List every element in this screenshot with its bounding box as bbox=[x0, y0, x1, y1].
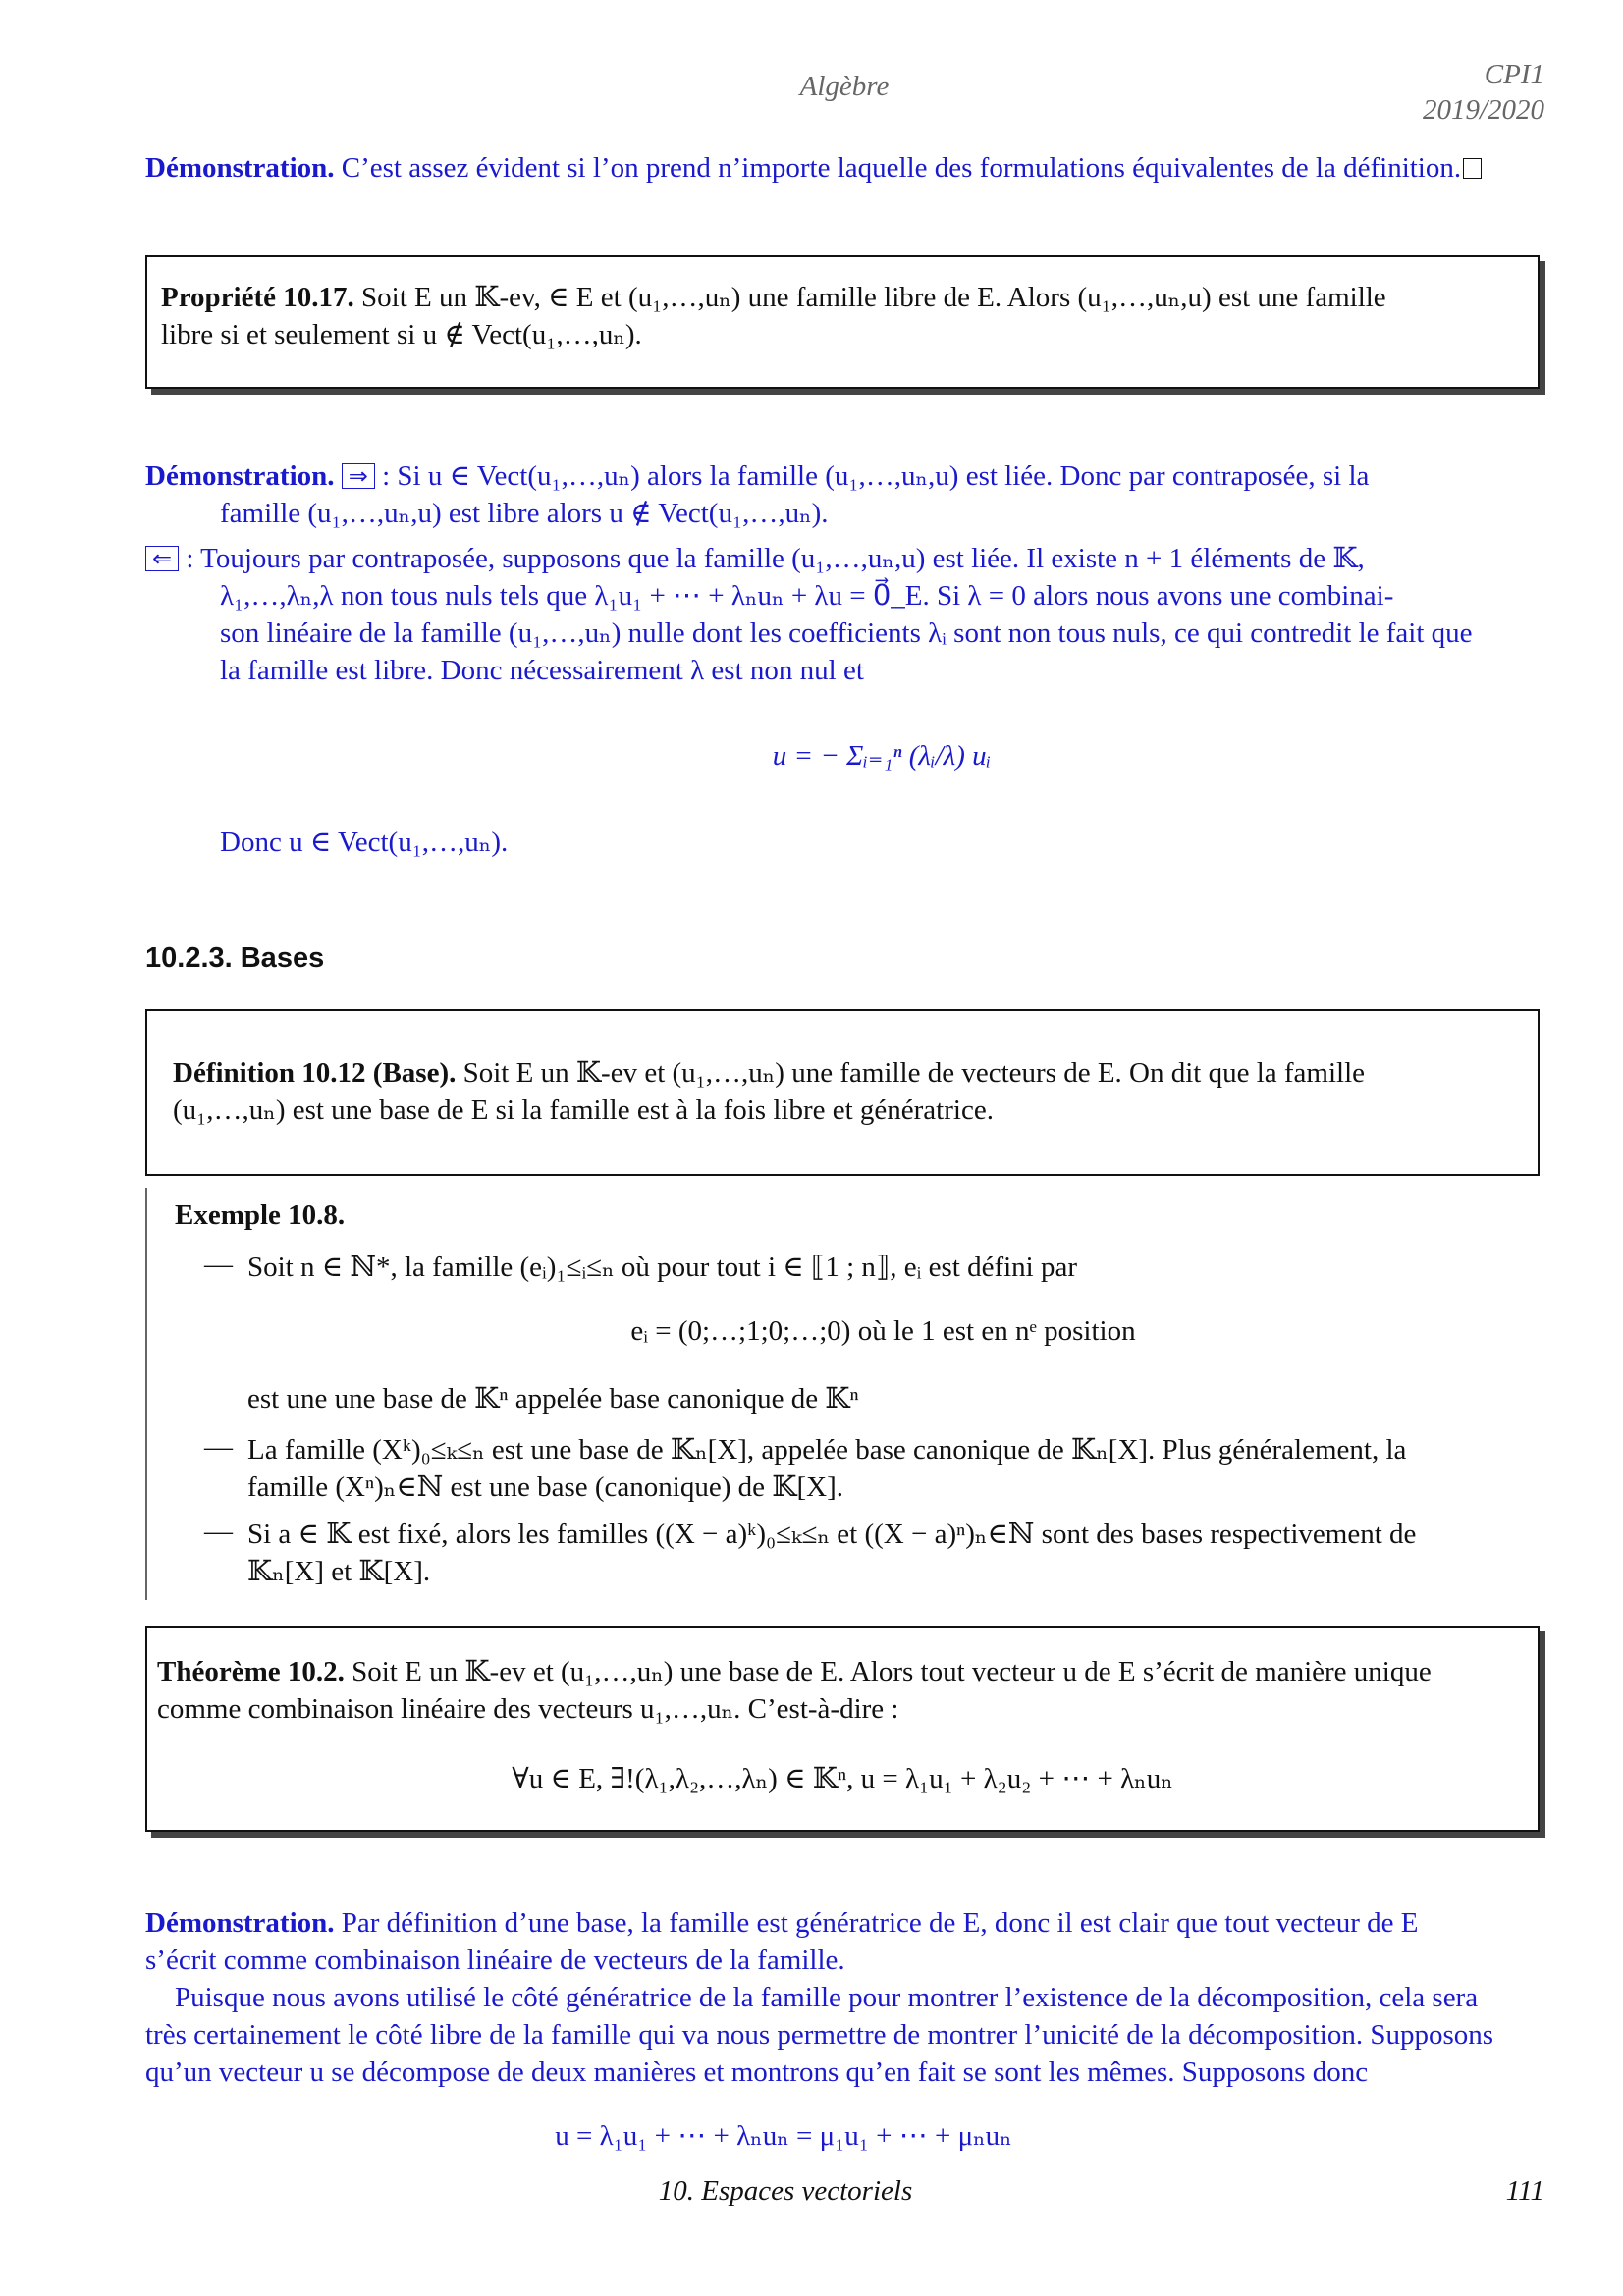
definition-text bbox=[173, 1054, 1512, 1129]
header-class: CPI1 bbox=[1484, 59, 1544, 90]
demonstration-text: C’est assez évident si l’on prend n’importe laquelle des formulations équivalentes de la définition. bbox=[341, 152, 1462, 184]
qed-icon bbox=[1463, 158, 1482, 179]
canonical-vector-formula: eᵢ = (0;…;1;0;…;0) où le 1 est en nᵉ position bbox=[630, 1315, 1136, 1347]
demo3-line-2: s’écrit comme combinaison linéaire de vecteurs de la famille. bbox=[145, 1945, 845, 1976]
list-bullet: — bbox=[204, 1516, 233, 1547]
theorem-text bbox=[157, 1653, 1528, 1728]
demo2-p2a: : Toujours par contraposée, supposons que la famille (u₁,…,uₙ,u) est liée. Il existe n + 1 éléments de 𝕂, bbox=[186, 543, 1365, 574]
definition-box bbox=[145, 1009, 1540, 1176]
list-bullet: — bbox=[204, 1431, 233, 1463]
demo2-p1a: : Si u ∈ Vect(u₁,…,uₙ) alors la famille (u₁,…,uₙ,u) est liée. Donc par contraposée, si la bbox=[382, 460, 1370, 492]
demo2-p2b: λ₁,…,λₙ,λ non tous nuls tels que λ₁u₁ + ⋯ + λₙuₙ + λu = 0⃗_E. Si λ = 0 alors nous avons une combinai- bbox=[220, 580, 1394, 612]
definition-label: Définition 10.12 (Base). bbox=[173, 1057, 457, 1089]
running-header-subject: Algèbre bbox=[799, 71, 890, 102]
demo3-line-5: qu’un vecteur u se décompose de deux manières et montrons qu’en fait se sont les mêmes. Supposons donc bbox=[145, 2056, 1369, 2088]
running-header-class bbox=[1423, 57, 1544, 128]
demo2-p1b: famille (u₁,…,uₙ,u) est libre alors u ∉ Vect(u₁,…,uₙ). bbox=[220, 498, 829, 529]
example-item-2 bbox=[247, 1431, 1519, 1506]
demonstration-3 bbox=[145, 1904, 1546, 2091]
demonstration-1 bbox=[145, 149, 1546, 187]
demo3-line-1: Par définition d’une base, la famille est génératrice de E, donc il est clair que tout vecteur de E bbox=[341, 1907, 1419, 1939]
demonstration-2 bbox=[145, 457, 1546, 532]
page-number: 111 bbox=[1505, 2175, 1544, 2207]
example-label: Exemple 10.8. bbox=[175, 1200, 346, 1231]
property-line-2: libre si et seulement si u ∉ Vect(u₁,…,uₙ). bbox=[161, 319, 642, 350]
footer-chapter: 10. Espaces vectoriels bbox=[658, 2175, 913, 2207]
demonstration-2-converse bbox=[145, 540, 1546, 689]
example-item-1-end: est une une base de 𝕂ⁿ appelée base canonique de 𝕂ⁿ bbox=[247, 1383, 859, 1415]
theorem-line-1: Soit E un 𝕂-ev et (u₁,…,uₙ) une base de E. Alors tout vecteur u de E s’écrit de manière unique bbox=[352, 1656, 1432, 1687]
demo2-conclusion: Donc u ∈ Vect(u₁,…,uₙ). bbox=[220, 827, 509, 858]
definition-line-1: Soit E un 𝕂-ev et (u₁,…,uₙ) une famille de vecteurs de E. On dit que la famille bbox=[462, 1057, 1366, 1089]
example-rule bbox=[145, 1188, 147, 1600]
demo3-line-4: très certainement le côté libre de la famille qui va nous permettre de montrer l’unicité de la décomposition. Supposons bbox=[145, 2019, 1494, 2051]
implies-arrow-icon: ⇒ bbox=[342, 463, 375, 489]
section-heading: 10.2.3. Bases bbox=[145, 942, 325, 974]
sum-formula: u = − Σᵢ₌₁ⁿ (λᵢ/λ) uᵢ bbox=[772, 740, 992, 772]
demo2-p2c: son linéaire de la famille (u₁,…,uₙ) nulle dont les coefficients λᵢ sont non tous nuls, ce qui contredit le fait que bbox=[220, 617, 1473, 649]
example-item-3-line-2: 𝕂ₙ[X] et 𝕂[X]. bbox=[247, 1556, 431, 1587]
list-bullet: — bbox=[204, 1249, 233, 1280]
property-text bbox=[161, 279, 1524, 353]
example-item-2-line-2: famille (Xⁿ)ₙ∈ℕ est une base (canonique) de 𝕂[X]. bbox=[247, 1471, 843, 1503]
implied-by-arrow-icon: ⇐ bbox=[145, 546, 179, 571]
property-line-1: Soit E un 𝕂-ev, ∈ E et (u₁,…,uₙ) une famille libre de E. Alors (u₁,…,uₙ,u) est une famille bbox=[361, 282, 1386, 313]
theorem-formula: ∀u ∈ E, ∃!(λ₁,λ₂,…,λₙ) ∈ 𝕂ⁿ, u = λ₁u₁ + λ₂u₂ + ⋯ + λₙuₙ bbox=[512, 1763, 1173, 1794]
definition-line-2: (u₁,…,uₙ) est une base de E si la famille est à la fois libre et génératrice. bbox=[173, 1095, 994, 1126]
example-item-2-line-1: La famille (Xᵏ)₀≤ₖ≤ₙ est une base de 𝕂ₙ[X], appelée base canonique de 𝕂ₙ[X]. Plus généralement, la bbox=[247, 1434, 1407, 1466]
theorem-line-2: comme combinaison linéaire des vecteurs u₁,…,uₙ. C’est-à-dire : bbox=[157, 1693, 899, 1725]
demo2-p2d: la famille est libre. Donc nécessairement λ est non nul et bbox=[220, 655, 864, 686]
uniqueness-formula: u = λ₁u₁ + ⋯ + λₙuₙ = μ₁u₁ + ⋯ + μₙuₙ bbox=[555, 2120, 1012, 2152]
example-item-3 bbox=[247, 1516, 1519, 1590]
demonstration-label: Démonstration. bbox=[145, 152, 335, 184]
demonstration-label: Démonstration. bbox=[145, 1907, 335, 1939]
example-item-3-line-1: Si a ∈ 𝕂 est fixé, alors les familles ((X − a)ᵏ)₀≤ₖ≤ₙ et ((X − a)ⁿ)ₙ∈ℕ sont des bases respectivement de bbox=[247, 1519, 1417, 1550]
header-year: 2019/2020 bbox=[1422, 94, 1544, 126]
theorem-box bbox=[145, 1626, 1540, 1832]
property-box bbox=[145, 255, 1540, 389]
property-label: Propriété 10.17. bbox=[161, 282, 354, 313]
example-item-1: Soit n ∈ ℕ*, la famille (eᵢ)₁≤ᵢ≤ₙ où pour tout i ∈ ⟦1 ; n⟧, eᵢ est défini par bbox=[247, 1252, 1078, 1283]
demonstration-label: Démonstration. bbox=[145, 460, 335, 492]
demo3-line-3: Puisque nous avons utilisé le côté génératrice de la famille pour montrer l’existence de la décomposition, cela sera bbox=[175, 1982, 1479, 2013]
theorem-label: Théorème 10.2. bbox=[157, 1656, 345, 1687]
